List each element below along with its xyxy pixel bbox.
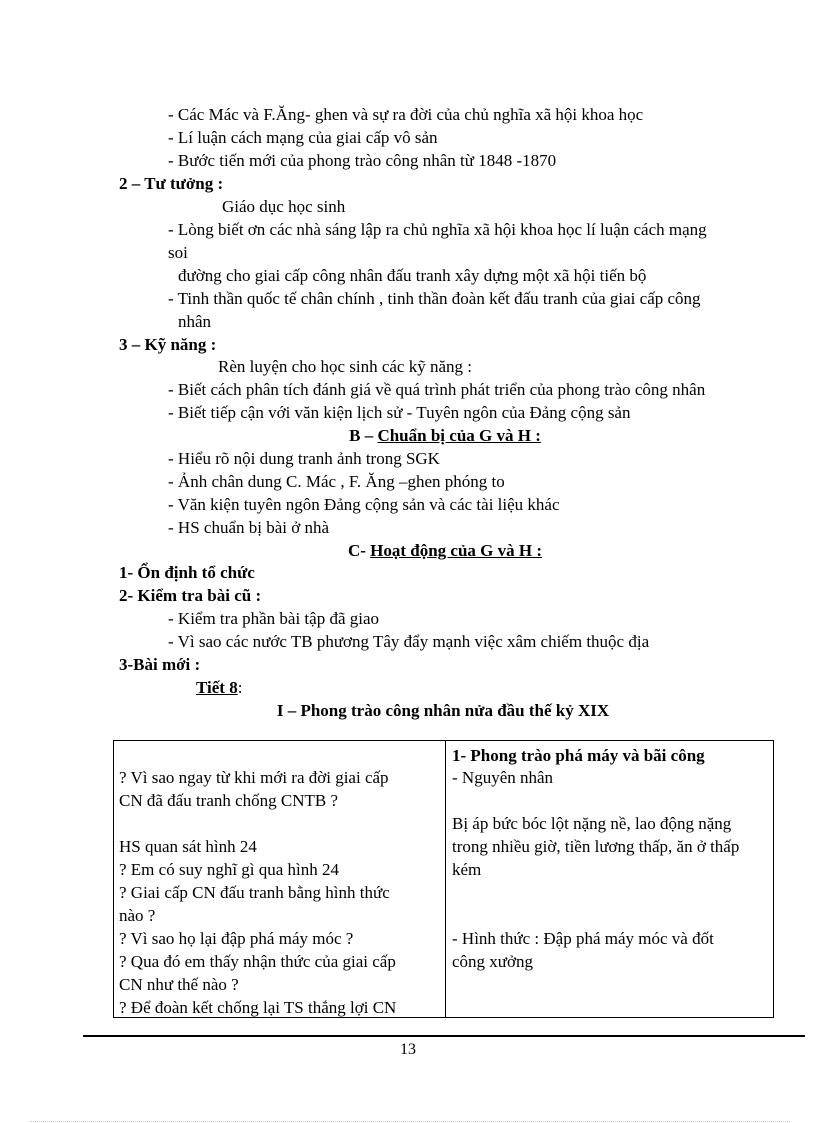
table-right-line: Bị áp bức bóc lột nặng nề, lao động nặng — [452, 814, 732, 833]
preparation-heading-main: Chuẩn bị của G và H : — [377, 426, 541, 445]
objective-item: - Các Mác và F.Ăng- ghen và sự ra đời của chủ nghĩa xã hội khoa học — [168, 105, 644, 124]
thought-item: - Tinh thần quốc tế chân chính , tinh thần đoàn kết đấu tranh của giai cấp công — [168, 289, 701, 308]
skill-item: - Biết cách phân tích đánh giá về quá trình phát triển của phong trào công nhân — [168, 380, 706, 399]
thought-heading: 2 – Tư tưởng : — [119, 174, 224, 193]
review-item: - Vì sao các nước TB phương Tây đẩy mạnh việc xâm chiếm thuộc địa — [168, 632, 650, 651]
thought-intro: Giáo dục học sinh — [222, 197, 346, 216]
table-left-line: ? Qua đó em thấy nhận thức của giai cấp — [119, 952, 396, 971]
review-item: - Kiểm tra phần bài tập đã giao — [168, 609, 380, 628]
table-right-line: công xưởng — [452, 952, 533, 971]
section-title: I – Phong trào công nhân nửa đầu thế kỷ XIX — [276, 701, 610, 720]
preparation-item: - Văn kiện tuyên ngôn Đảng cộng sản và các tài liệu khác — [168, 495, 560, 514]
skill-intro: Rèn luyện cho học sinh các kỹ năng : — [218, 357, 472, 376]
table-right-line: trong nhiều giờ, tiền lương thấp, ăn ở thấp — [452, 837, 740, 856]
thought-item: đường cho giai cấp công nhân đấu tranh xây dựng một xã hội tiến bộ — [178, 266, 647, 285]
table-left-line: ? Vì sao họ lại đập phá máy móc ? — [119, 929, 354, 948]
thought-item: - Lòng biết ơn các nhà sáng lập ra chủ nghĩa xã hội khoa học lí luận cách mạng — [168, 220, 707, 239]
preparation-item: - HS chuẩn bị bài ở nhà — [168, 518, 330, 537]
thought-item: soi — [168, 243, 188, 262]
activities-heading-prefix: C- — [347, 541, 371, 560]
footer-rule — [83, 1035, 805, 1037]
step-heading: 3-Bài mới : — [119, 655, 201, 674]
activities-heading-main: Hoạt động của G và H : — [370, 541, 543, 560]
skill-item: - Biết tiếp cận với văn kiện lịch sử - Tuyên ngôn của Đảng cộng sản — [168, 403, 631, 422]
table-right-line: kém — [452, 860, 482, 879]
period-label-text: Tiết 8 — [196, 678, 238, 697]
table-left-line: ? Để đoàn kết chống lại TS thắng lợi CN — [119, 998, 397, 1017]
skill-heading: 3 – Kỹ năng : — [119, 335, 217, 354]
lesson-table — [113, 740, 774, 1018]
objective-item: - Lí luận cách mạng của giai cấp vô sản — [168, 128, 438, 147]
table-left-line: ? Em có suy nghĩ gì qua hình 24 — [119, 860, 340, 879]
table-left-line: ? Vì sao ngay từ khi mới ra đời giai cấp — [119, 768, 389, 787]
thought-item: nhân — [178, 312, 212, 331]
objective-item: - Bước tiến mới của phong trào công nhân từ 1848 -1870 — [168, 151, 557, 170]
step-heading: 1- Ổn định tổ chức — [119, 563, 255, 582]
page-number: 13 — [400, 1041, 416, 1058]
preparation-heading-prefix: B – — [349, 426, 378, 445]
step-heading: 2- Kiểm tra bài cũ : — [119, 586, 262, 605]
period-label-suffix: : — [237, 678, 243, 697]
table-divider — [445, 741, 446, 1017]
table-right-heading: 1- Phong trào phá máy và bãi công — [452, 746, 705, 765]
table-left-line: CN như thế nào ? — [119, 975, 239, 994]
activities-heading — [0, 540, 816, 562]
table-right-line: - Hình thức : Đập phá máy móc và đốt — [452, 929, 714, 948]
preparation-heading — [0, 425, 816, 447]
table-left-line: nào ? — [119, 906, 156, 925]
table-right-line: - Nguyên nhân — [452, 768, 554, 787]
preparation-item: - Hiểu rõ nội dung tranh ảnh trong SGK — [168, 449, 440, 468]
table-left-line: CN đã đấu tranh chống CNTB ? — [119, 791, 339, 810]
period-label — [196, 677, 242, 699]
table-left-line: HS quan sát hình 24 — [119, 837, 257, 856]
page-edge-divider — [30, 1121, 790, 1122]
preparation-item: - Ảnh chân dung C. Mác , F. Ăng –ghen phóng to — [168, 472, 505, 491]
table-left-line: ? Giai cấp CN đấu tranh bằng hình thức — [119, 883, 390, 902]
